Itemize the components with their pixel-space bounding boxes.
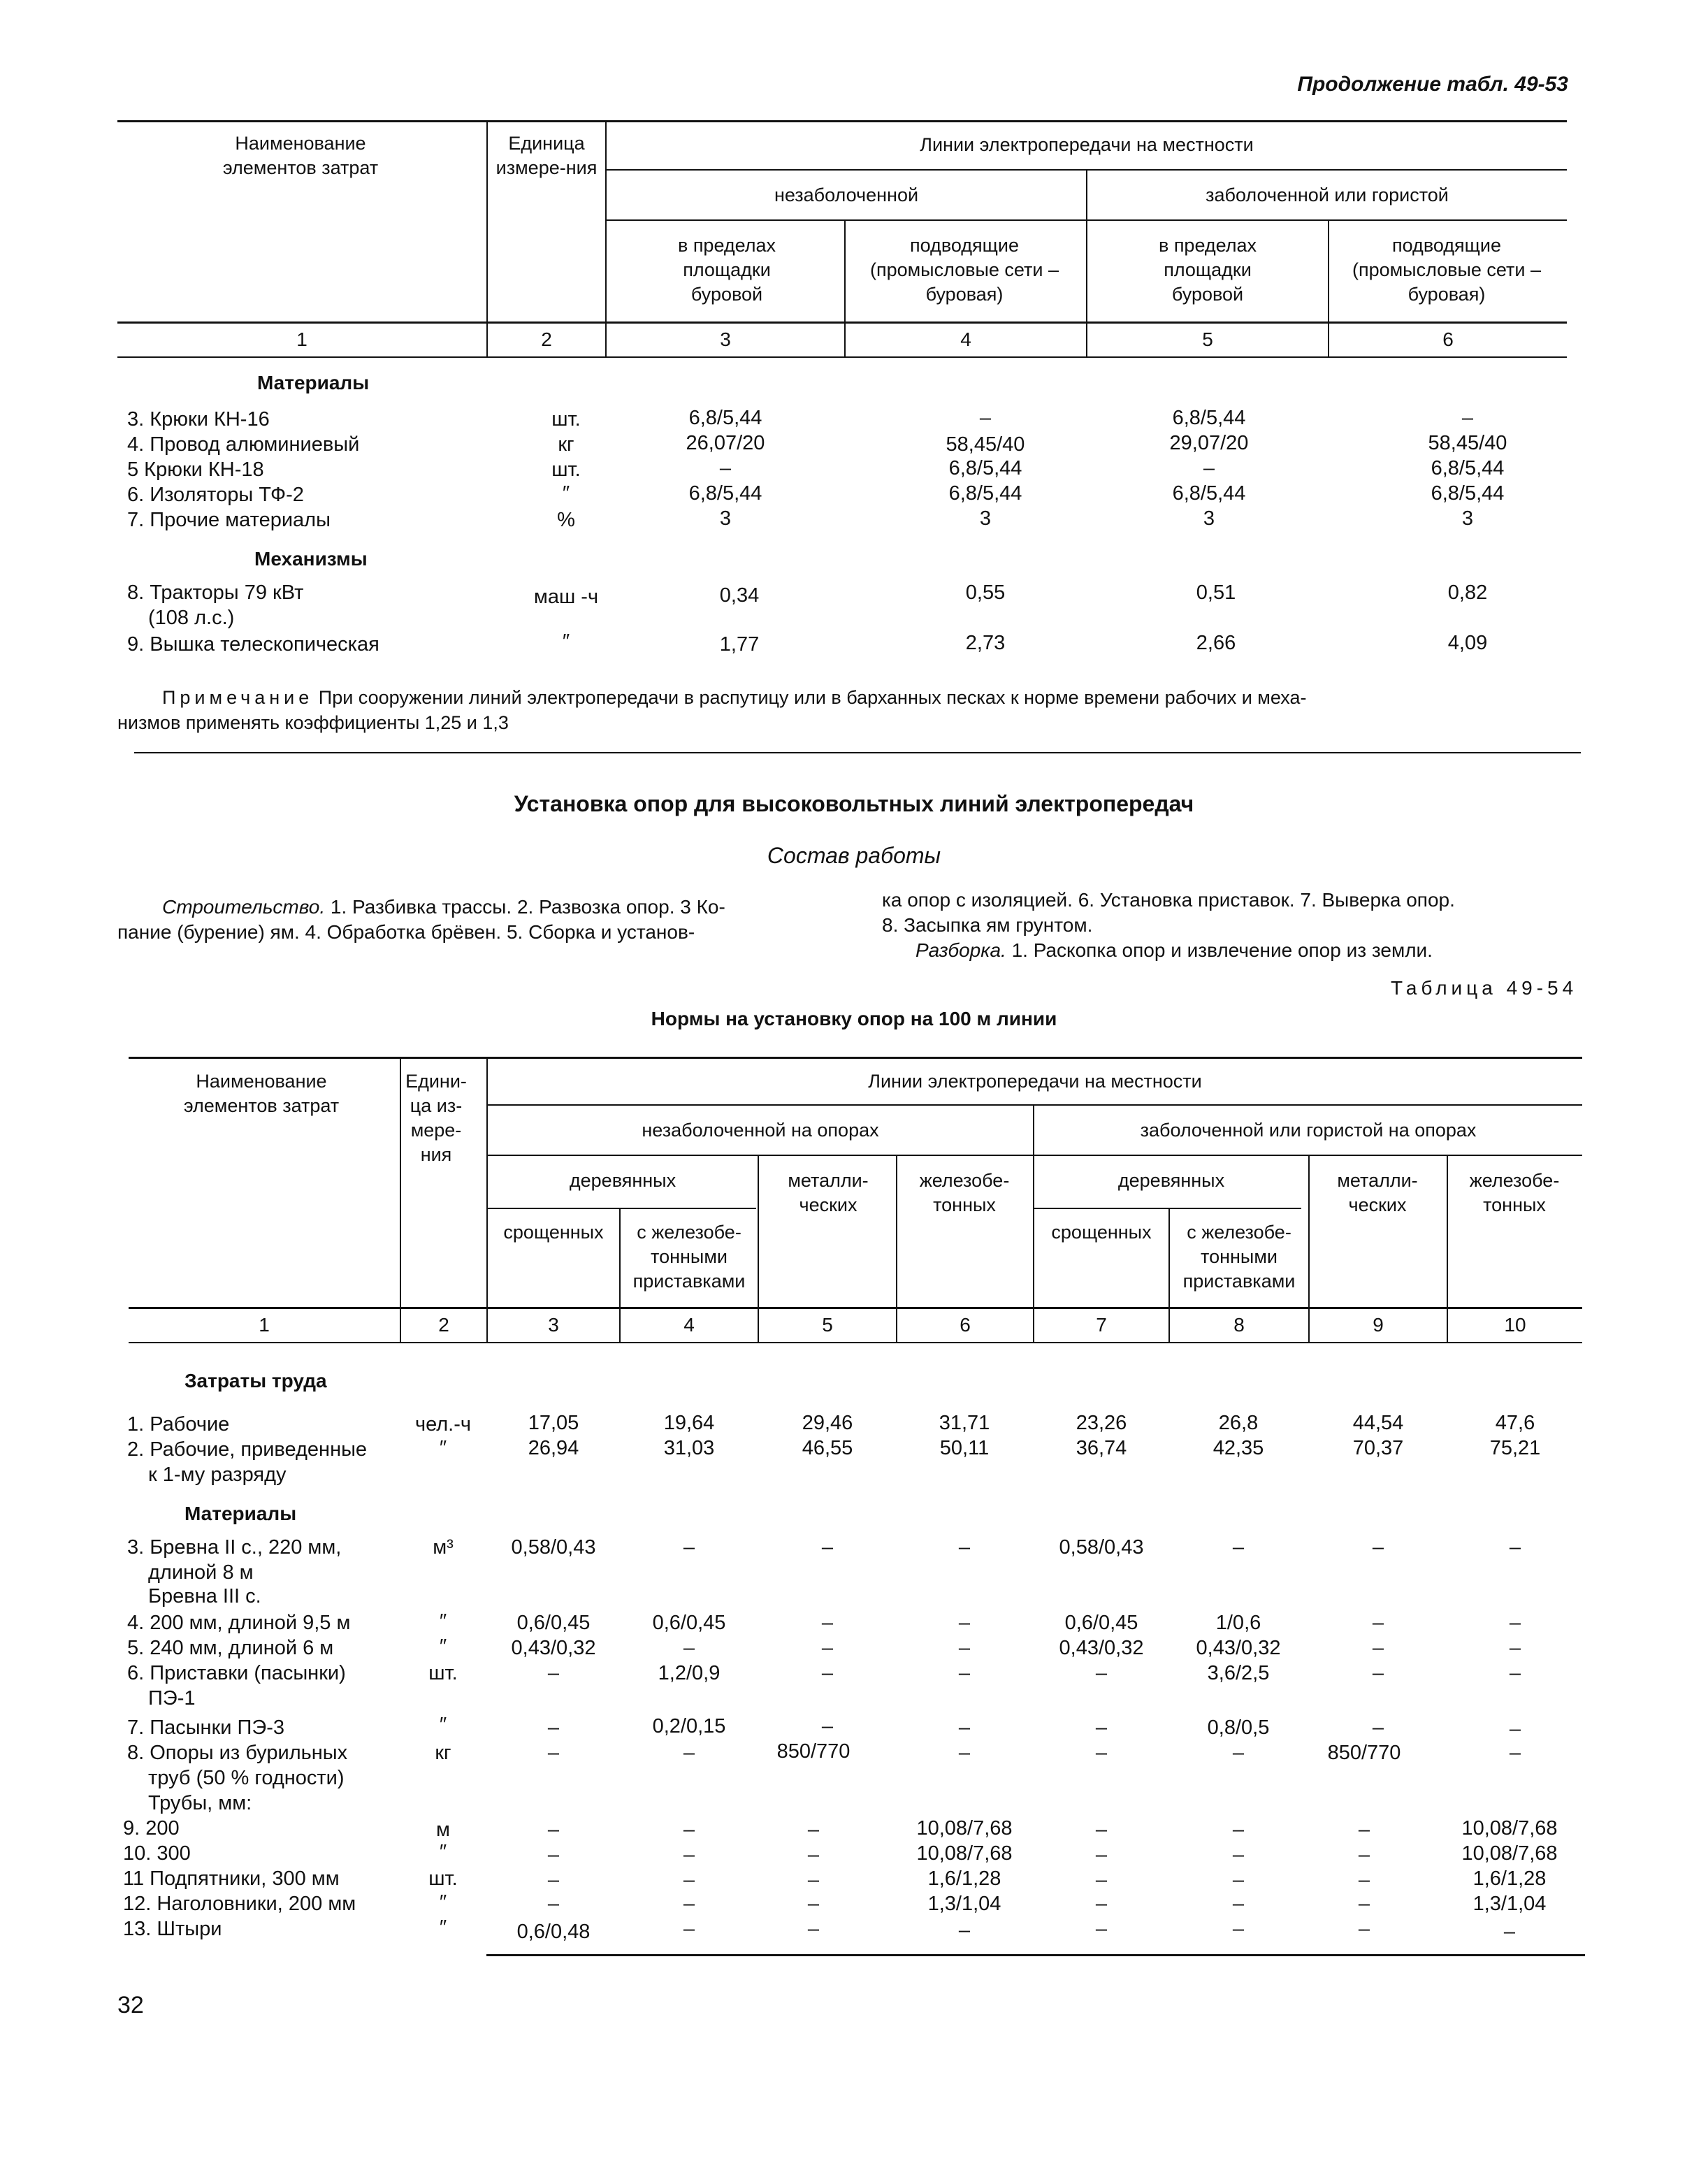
cell: 3,6/2,5 xyxy=(1207,1662,1270,1684)
cell: – xyxy=(821,1612,834,1634)
cell: 0,58/0,43 xyxy=(511,1536,596,1559)
t2-head-wooden-1: деревянных xyxy=(569,1170,676,1191)
t2-head-name: Наименование элементов затрат xyxy=(183,1071,340,1116)
cell: – xyxy=(979,407,992,429)
cell: 850/770 xyxy=(1327,1742,1401,1764)
t1-head-unfenced: незаболоченной xyxy=(774,185,919,205)
cell: – xyxy=(1095,1819,1108,1841)
row-label: 10. 300 xyxy=(123,1842,191,1865)
t2-colnum: 4 xyxy=(683,1314,695,1336)
t1-colnum: 5 xyxy=(1202,328,1213,350)
row-label: 7. Прочие материалы xyxy=(127,509,331,531)
cell: – xyxy=(1232,1918,1245,1940)
cell: 23,26 xyxy=(1076,1412,1127,1434)
t1-colnum: 3 xyxy=(720,328,731,350)
cell: – xyxy=(1358,1918,1370,1940)
cell: – xyxy=(1232,1869,1245,1891)
cell: 1,6/1,28 xyxy=(1472,1867,1547,1890)
cell: – xyxy=(1358,1893,1370,1915)
cell: 2,66 xyxy=(1196,632,1236,654)
cell: – xyxy=(807,1819,820,1841)
cell: 3 xyxy=(979,507,992,530)
cell: – xyxy=(1358,1844,1370,1866)
cell: – xyxy=(1232,1844,1245,1866)
cell: – xyxy=(683,1819,695,1841)
cell: – xyxy=(547,1662,560,1684)
cell: – xyxy=(683,1893,695,1915)
t2-head-metal-2: металли-ческих xyxy=(1337,1170,1418,1215)
cell: 0,43/0,32 xyxy=(511,1637,596,1659)
cell: 10,08/7,68 xyxy=(916,1817,1013,1840)
table-label: Таблица 49-54 xyxy=(1391,977,1578,999)
cell: – xyxy=(1095,1869,1108,1891)
t1-head-within-1: в пределах площадки буровой xyxy=(677,235,776,305)
row-unit: ″ xyxy=(439,1610,447,1633)
cell: 0,6/0,45 xyxy=(652,1612,726,1634)
cell: 1/0,6 xyxy=(1215,1612,1261,1634)
t1-colnum: 4 xyxy=(960,328,971,350)
text: 1. Разбивка трассы. 2. Развозка опор. 3 Ко- xyxy=(325,896,725,918)
cell: – xyxy=(821,1662,834,1684)
work-text-right-3 xyxy=(915,938,1433,963)
cell: 0,2/0,15 xyxy=(652,1715,726,1737)
row-label: 3. Бревна II с., 220 мм, xyxy=(127,1536,342,1559)
row-label-cont: к 1-му разряду xyxy=(148,1464,287,1486)
section-subtitle: Состав работы xyxy=(767,843,941,868)
cell: 31,03 xyxy=(663,1437,715,1459)
cell: 0,8/0,5 xyxy=(1207,1717,1270,1739)
cell: 6,8/5,44 xyxy=(688,407,762,429)
cell: 10,08/7,68 xyxy=(1461,1817,1558,1840)
cell: 31,71 xyxy=(939,1412,990,1434)
t1-colnum: 6 xyxy=(1442,328,1454,350)
cell: 10,08/7,68 xyxy=(916,1842,1013,1865)
t2-colnum: 5 xyxy=(822,1314,833,1336)
note-prefix: Примечание xyxy=(162,687,314,708)
cell: – xyxy=(683,1637,695,1659)
work-text-right-1: ка опор с изоляцией. 6. Установка приставок. 7. Выверка опор. xyxy=(882,889,1455,911)
t2-head-unfenced: незаболоченной на опорах xyxy=(642,1120,879,1141)
cell: – xyxy=(547,1844,560,1866)
row-unit: ″ xyxy=(439,1635,447,1658)
cell: – xyxy=(1509,1536,1521,1559)
cell: – xyxy=(1232,1536,1245,1559)
work-text-right-2: 8. Засыпка ям грунтом. xyxy=(882,914,1093,936)
cell: 29,46 xyxy=(802,1412,853,1434)
t2-colnum: 1 xyxy=(259,1314,270,1336)
row-label: 7. Пасынки ПЭ-3 xyxy=(127,1717,284,1739)
t1-head-name: Наименование элементов затрат xyxy=(222,133,379,178)
cell: 0,82 xyxy=(1447,581,1488,604)
t1-head-unit: Единица измере-ния xyxy=(495,133,598,178)
cell: 47,6 xyxy=(1495,1412,1535,1434)
row-unit: м³ xyxy=(433,1536,454,1559)
cell: 42,35 xyxy=(1213,1437,1264,1459)
cell: 0,34 xyxy=(719,584,760,607)
cell: 0,6/0,45 xyxy=(1064,1612,1138,1634)
row-unit: маш -ч xyxy=(533,586,599,608)
cell: 0,51 xyxy=(1196,581,1236,604)
cell: 3 xyxy=(719,507,732,530)
cell: – xyxy=(1372,1662,1384,1684)
row-label: 9. 200 xyxy=(123,1817,180,1840)
row-unit: чел.-ч xyxy=(414,1413,472,1436)
cell: – xyxy=(1358,1869,1370,1891)
row-label-cont: Трубы, мм: xyxy=(148,1792,252,1814)
row-unit: шт. xyxy=(551,408,581,431)
row-label: 2. Рабочие, приведенные xyxy=(127,1438,368,1461)
cell: 6,8/5,44 xyxy=(1172,407,1246,429)
t2-head-concrete-1: железобе-тонных xyxy=(919,1170,1010,1215)
cell: – xyxy=(1503,1921,1516,1943)
cell: – xyxy=(719,457,732,479)
t1-head-feeder-2: подводящие (промысловые сети – буровая) xyxy=(1352,235,1542,305)
cell: – xyxy=(958,1662,971,1684)
text: 1. Раскопка опор и извлечение опор из земли. xyxy=(1006,939,1433,961)
row-label: 4. Провод алюминиевый xyxy=(127,433,360,456)
cell: – xyxy=(1509,1612,1521,1634)
t1-section-materials: Материалы xyxy=(257,372,370,393)
t1-note xyxy=(162,685,1306,710)
cell: 70,37 xyxy=(1352,1437,1404,1459)
cell: – xyxy=(1232,1893,1245,1915)
cell: 6,8/5,44 xyxy=(948,457,1022,479)
row-label: 6. Приставки (пасынки) xyxy=(127,1662,346,1684)
row-label-cont: (108 л.с.) xyxy=(148,607,235,629)
row-unit: ″ xyxy=(439,1714,447,1736)
t2-colnum: 9 xyxy=(1373,1314,1384,1336)
cell: – xyxy=(958,1717,971,1739)
cell: 10,08/7,68 xyxy=(1461,1842,1558,1865)
cell: – xyxy=(821,1637,834,1659)
t2-head-concrete-2: железобе-тонных xyxy=(1469,1170,1560,1215)
t2-head-lines: Линии электропередачи на местности xyxy=(868,1071,1202,1092)
cell: – xyxy=(807,1893,820,1915)
cell: – xyxy=(1095,1844,1108,1866)
work-text-left-1 xyxy=(162,895,725,920)
row-label: 5. 240 мм, длиной 6 м xyxy=(127,1637,334,1659)
row-label: 12. Наголовники, 200 мм xyxy=(123,1893,356,1915)
cell: 19,64 xyxy=(663,1412,715,1434)
cell: – xyxy=(1095,1742,1108,1764)
cell: – xyxy=(1232,1819,1245,1841)
cell: – xyxy=(958,1612,971,1634)
cell: – xyxy=(958,1637,971,1659)
cell: – xyxy=(1509,1718,1521,1740)
cell: – xyxy=(958,1536,971,1559)
row-label: 8. Тракторы 79 кВт xyxy=(127,581,304,604)
cell: 850/770 xyxy=(776,1740,851,1763)
work-text-left-2: пание (бурение) ям. 4. Обработка брёвен. 5. Сборка и установ- xyxy=(117,921,695,943)
cell: – xyxy=(1358,1819,1370,1841)
row-unit: ″ xyxy=(562,482,570,505)
t2-head-metal-1: металли-ческих xyxy=(788,1170,869,1215)
cell: 0,55 xyxy=(965,581,1006,604)
cell: 6,8/5,44 xyxy=(1172,482,1246,505)
t1-note-cont: низмов применять коэффициенты 1,25 и 1,3 xyxy=(117,712,509,733)
cell: 1,3/1,04 xyxy=(1472,1893,1547,1915)
row-unit: м xyxy=(436,1819,450,1841)
cell: – xyxy=(1509,1742,1521,1764)
row-label: 1. Рабочие xyxy=(127,1413,230,1436)
cell: 58,45/40 xyxy=(946,433,1025,456)
cell: – xyxy=(958,1742,971,1764)
t1-head-fenced: заболоченной или гористой xyxy=(1206,185,1449,205)
cell: 17,05 xyxy=(528,1412,579,1434)
row-unit: ″ xyxy=(562,630,570,653)
cell: – xyxy=(1461,407,1474,429)
cell: 26,07/20 xyxy=(686,432,765,454)
cell: 0,43/0,32 xyxy=(1059,1637,1144,1659)
cell: – xyxy=(547,1893,560,1915)
cell: 3 xyxy=(1461,507,1474,530)
t2-section-labor: Затраты труда xyxy=(184,1370,327,1392)
cell: 58,45/40 xyxy=(1428,432,1507,454)
cell: – xyxy=(683,1918,695,1940)
cell: – xyxy=(1095,1662,1108,1684)
cell: – xyxy=(683,1536,695,1559)
row-label: 11 Подпятники, 300 мм xyxy=(123,1867,340,1890)
cell: – xyxy=(547,1869,560,1891)
t1-head-feeder-1: подводящие (промысловые сети – буровая) xyxy=(869,235,1059,305)
cell: 0,58/0,43 xyxy=(1059,1536,1144,1559)
note-text: При сооружении линий электропередачи в распутицу или в барханных песках к норме времени рабочих и меха- xyxy=(318,687,1307,708)
cell: – xyxy=(821,1715,834,1737)
cell: – xyxy=(683,1844,695,1866)
cell: – xyxy=(1372,1612,1384,1634)
row-label: 3. Крюки КН-16 xyxy=(127,408,270,431)
cell: 0,43/0,32 xyxy=(1196,1637,1281,1659)
row-unit: шт. xyxy=(551,458,581,481)
cell: – xyxy=(683,1742,695,1764)
table-title: Нормы на установку опор на 100 м линии xyxy=(651,1008,1057,1029)
t1-head-lines: Линии электропередачи на местности xyxy=(920,134,1254,155)
t1-head-within-2: в пределах площадки буровой xyxy=(1158,235,1257,305)
page-number: 32 xyxy=(117,1992,144,2018)
t2-head-attach-2: с железобе-тонными приставками xyxy=(1182,1222,1296,1292)
cell: 0,6/0,45 xyxy=(516,1612,591,1634)
cell: 50,11 xyxy=(939,1437,990,1459)
row-unit: кг xyxy=(435,1742,451,1764)
page-header: Продолжение табл. 49-53 xyxy=(1297,73,1568,96)
cell: – xyxy=(1095,1717,1108,1739)
cell: 0,6/0,48 xyxy=(516,1921,591,1943)
cell: 29,07/20 xyxy=(1169,432,1249,454)
row-label-cont: Бревна III с. xyxy=(148,1585,261,1607)
cell: 2,73 xyxy=(965,632,1006,654)
t2-head-attach-1: с железобе-тонными приставками xyxy=(632,1222,746,1292)
cell: – xyxy=(683,1869,695,1891)
row-label-cont: ПЭ-1 xyxy=(148,1687,196,1710)
row-label: 6. Изоляторы ТФ-2 xyxy=(127,484,304,506)
cell: 44,54 xyxy=(1352,1412,1404,1434)
cell: – xyxy=(821,1536,834,1559)
cell: – xyxy=(1372,1536,1384,1559)
t2-colnum: 2 xyxy=(438,1314,449,1336)
cell: 1,3/1,04 xyxy=(927,1893,1001,1915)
cell: – xyxy=(1095,1918,1108,1940)
row-unit: кг xyxy=(558,433,574,456)
row-unit: шт. xyxy=(428,1867,458,1890)
section-title: Установка опор для высоковольтных линий электропередач xyxy=(514,791,1194,816)
label-construction: Строительство. xyxy=(162,896,326,918)
t2-colnum: 7 xyxy=(1096,1314,1107,1336)
cell: – xyxy=(1509,1637,1521,1659)
cell: 75,21 xyxy=(1489,1437,1541,1459)
cell: 1,2/0,9 xyxy=(658,1662,721,1684)
row-unit: ″ xyxy=(439,1841,447,1863)
cell: 4,09 xyxy=(1447,632,1488,654)
cell: – xyxy=(807,1844,820,1866)
row-label-cont: длиной 8 м xyxy=(148,1561,254,1584)
cell: 1,6/1,28 xyxy=(927,1867,1001,1890)
cell: – xyxy=(547,1819,560,1841)
cell: – xyxy=(958,1919,971,1942)
t2-head-unit: Едини-ца из-мере-ния xyxy=(405,1071,467,1165)
cell: – xyxy=(547,1742,560,1764)
cell: – xyxy=(1372,1717,1384,1739)
row-label-cont: труб (50 % годности) xyxy=(148,1767,345,1789)
cell: 26,8 xyxy=(1218,1412,1259,1434)
cell: 6,8/5,44 xyxy=(1431,457,1505,479)
cell: 36,74 xyxy=(1076,1437,1127,1459)
cell: – xyxy=(807,1918,820,1940)
t2-colnum: 6 xyxy=(960,1314,971,1336)
row-unit: % xyxy=(557,509,575,531)
row-unit: ″ xyxy=(439,1891,447,1914)
cell: – xyxy=(1232,1742,1245,1764)
cell: 6,8/5,44 xyxy=(1431,482,1505,505)
cell: 3 xyxy=(1203,507,1215,530)
cell: 46,55 xyxy=(802,1437,853,1459)
t2-colnum: 8 xyxy=(1233,1314,1245,1336)
row-label: 8. Опоры из бурильных xyxy=(127,1742,348,1764)
cell: 26,94 xyxy=(528,1437,579,1459)
cell: 1,77 xyxy=(719,633,760,656)
cell: – xyxy=(1203,457,1215,479)
row-unit: шт. xyxy=(428,1662,458,1684)
row-label: 5 Крюки КН-18 xyxy=(127,458,264,481)
label-dismantling: Разборка. xyxy=(915,939,1006,961)
cell: – xyxy=(807,1869,820,1891)
t1-colnum: 1 xyxy=(296,328,307,350)
cell: – xyxy=(547,1717,560,1739)
cell: – xyxy=(1095,1893,1108,1915)
row-label: 13. Штыри xyxy=(123,1918,222,1940)
t2-head-wooden-2: деревянных xyxy=(1117,1170,1225,1191)
cell: – xyxy=(1372,1637,1384,1659)
cell: – xyxy=(1509,1662,1521,1684)
t1-colnum: 2 xyxy=(541,328,552,350)
row-unit: ″ xyxy=(439,1437,447,1459)
t2-colnum: 10 xyxy=(1504,1314,1526,1336)
t2-colnum: 3 xyxy=(548,1314,559,1336)
t2-head-spliced-1: срощенных xyxy=(503,1222,604,1243)
row-label: 9. Вышка телескопическая xyxy=(127,633,379,656)
t2-section-materials: Материалы xyxy=(184,1503,297,1524)
t1-section-mechanisms: Механизмы xyxy=(254,548,368,570)
t2-head-spliced-2: срощенных xyxy=(1051,1222,1152,1243)
row-unit: ″ xyxy=(439,1916,447,1939)
cell: 6,8/5,44 xyxy=(688,482,762,505)
row-label: 4. 200 мм, длиной 9,5 м xyxy=(127,1612,351,1634)
cell: 6,8/5,44 xyxy=(948,482,1022,505)
t2-head-fenced: заболоченной или гористой на опорах xyxy=(1140,1120,1477,1141)
